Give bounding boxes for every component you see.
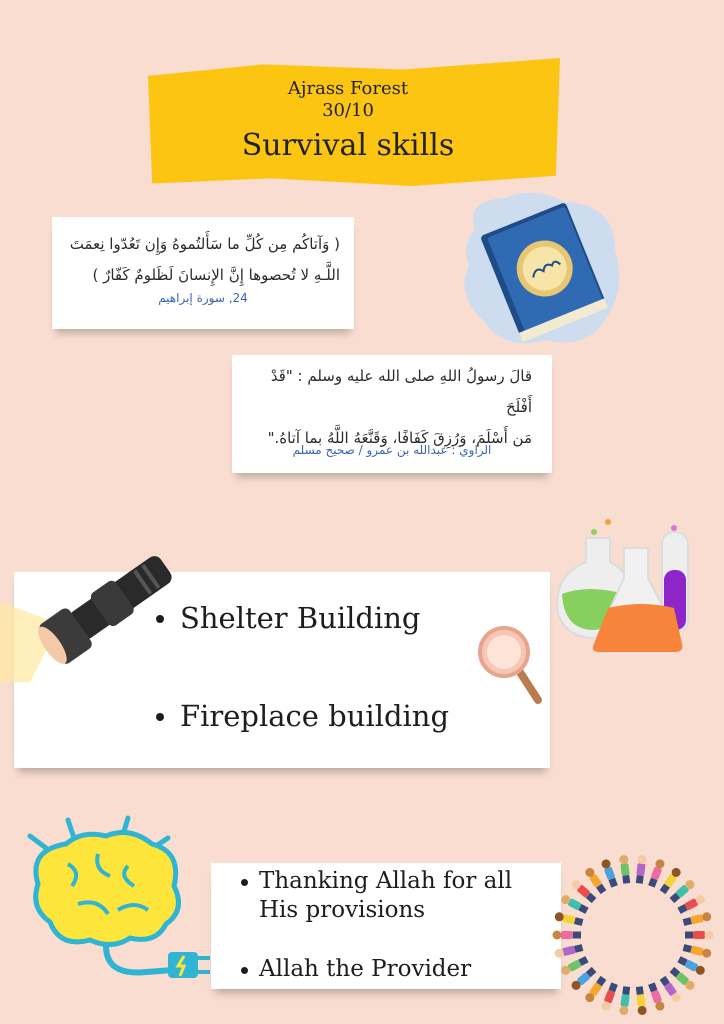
child-figure: [635, 986, 647, 1015]
quran-book-icon: [455, 190, 627, 350]
date-label: 30/10: [322, 100, 374, 121]
child-figure: [619, 855, 631, 884]
flashlight-icon: [0, 532, 180, 682]
hadith-card: [232, 355, 552, 473]
hadith-source: الراوي : عبدالله بن عمرو / صحيح مسلم: [292, 443, 492, 457]
values-card: [211, 863, 561, 989]
chemistry-flasks-icon: [556, 518, 702, 654]
brain-plug-icon: [18, 814, 214, 978]
hadith-line-1: قالَ رسولُ اللهِ صلى الله عليه وسلم : "قَدْ أَفْلَحَ: [270, 367, 532, 416]
child-figure: [600, 858, 619, 888]
child-figure: [554, 911, 584, 927]
verse-line-1: ( وَآتاكُم مِن كُلِّ ما سَأَلتُموهُ وَإِن تَعُدّوا نِعمَتَ: [69, 235, 340, 253]
skills-list: [176, 588, 449, 746]
child-figure: [600, 982, 619, 1012]
child-figure: [682, 943, 712, 959]
verse-card: [52, 217, 354, 329]
child-figure: [685, 931, 714, 940]
header: [148, 78, 548, 168]
location-label: Ajrass Forest: [287, 78, 409, 99]
child-figure: [647, 982, 666, 1012]
hadith-line-2: مَن أَسْلَمَ، وَرُزِقَ كَفَافًا، وَقَنَّعَهُ اللَّهُ بما آتاهُ.": [267, 429, 532, 447]
magnifying-glass-icon: [476, 624, 546, 708]
child-figure: [682, 911, 712, 927]
child-figure: [635, 855, 647, 884]
verse-line-2: اللَّـهِ لا تُحصوها إِنَّ الإِنسانَ لَظَلومٌ كَفّارٌ ): [92, 266, 340, 284]
hadith-text: [242, 361, 532, 454]
list-item: Shelter Building: [176, 588, 449, 648]
child-figure: [619, 986, 631, 1015]
list-item: Thanking Allah for all His provisions: [259, 867, 555, 925]
list-item: Fireplace building: [176, 686, 449, 746]
verse-text: [50, 229, 340, 291]
child-figure: [553, 931, 582, 940]
child-figure: [647, 858, 666, 888]
children-circle-icon: [548, 850, 718, 1020]
page-title: Survival skills: [241, 128, 455, 163]
list-item: Allah the Provider: [259, 955, 555, 984]
child-figure: [554, 943, 584, 959]
values-list: [259, 867, 555, 984]
verse-source: 24, سورة إبراهيم: [158, 291, 248, 305]
